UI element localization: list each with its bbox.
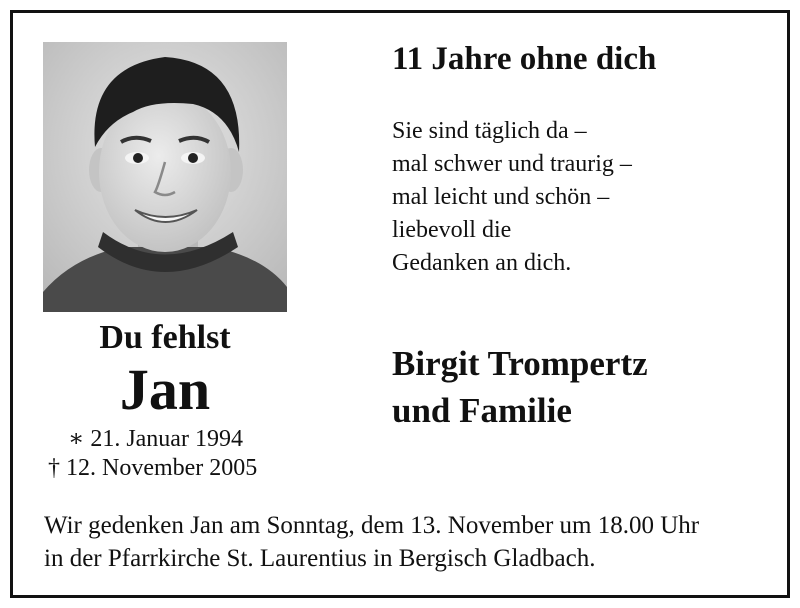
- signature-line: und Familie: [392, 391, 572, 430]
- poem-line: Gedanken an dich.: [392, 250, 572, 276]
- deceased-name: Jan: [119, 357, 211, 422]
- death-cross-icon: †: [48, 455, 60, 481]
- poem-line: Sie sind täglich da –: [392, 118, 587, 144]
- signature-line: Birgit Trompertz: [392, 344, 648, 383]
- family-signature: [392, 340, 648, 434]
- anniversary-heading: 11 Jahre ohne dich: [392, 41, 657, 77]
- memorial-service-note: [44, 509, 699, 575]
- birth-star-icon: ∗: [68, 426, 85, 452]
- birth-date-line: [68, 424, 243, 454]
- poem-line: mal leicht und schön –: [392, 184, 610, 210]
- birth-date: 21. Januar 1994: [90, 426, 243, 452]
- footer-line: Wir gedenken Jan am Sonntag, dem 13. November um 18.00 Uhr: [44, 512, 700, 539]
- footer-line: in der Pfarrkirche St. Laurentius in Bergisch Gladbach.: [44, 545, 596, 572]
- death-date: 12. November 2005: [66, 455, 258, 481]
- poem-line: mal schwer und traurig –: [392, 151, 632, 177]
- death-date-line: [48, 453, 257, 483]
- missing-you-subtitle: Du fehlst: [99, 319, 231, 356]
- poem: [392, 115, 632, 280]
- poem-line: liebevoll die: [392, 217, 512, 243]
- portrait-photo: [43, 42, 287, 312]
